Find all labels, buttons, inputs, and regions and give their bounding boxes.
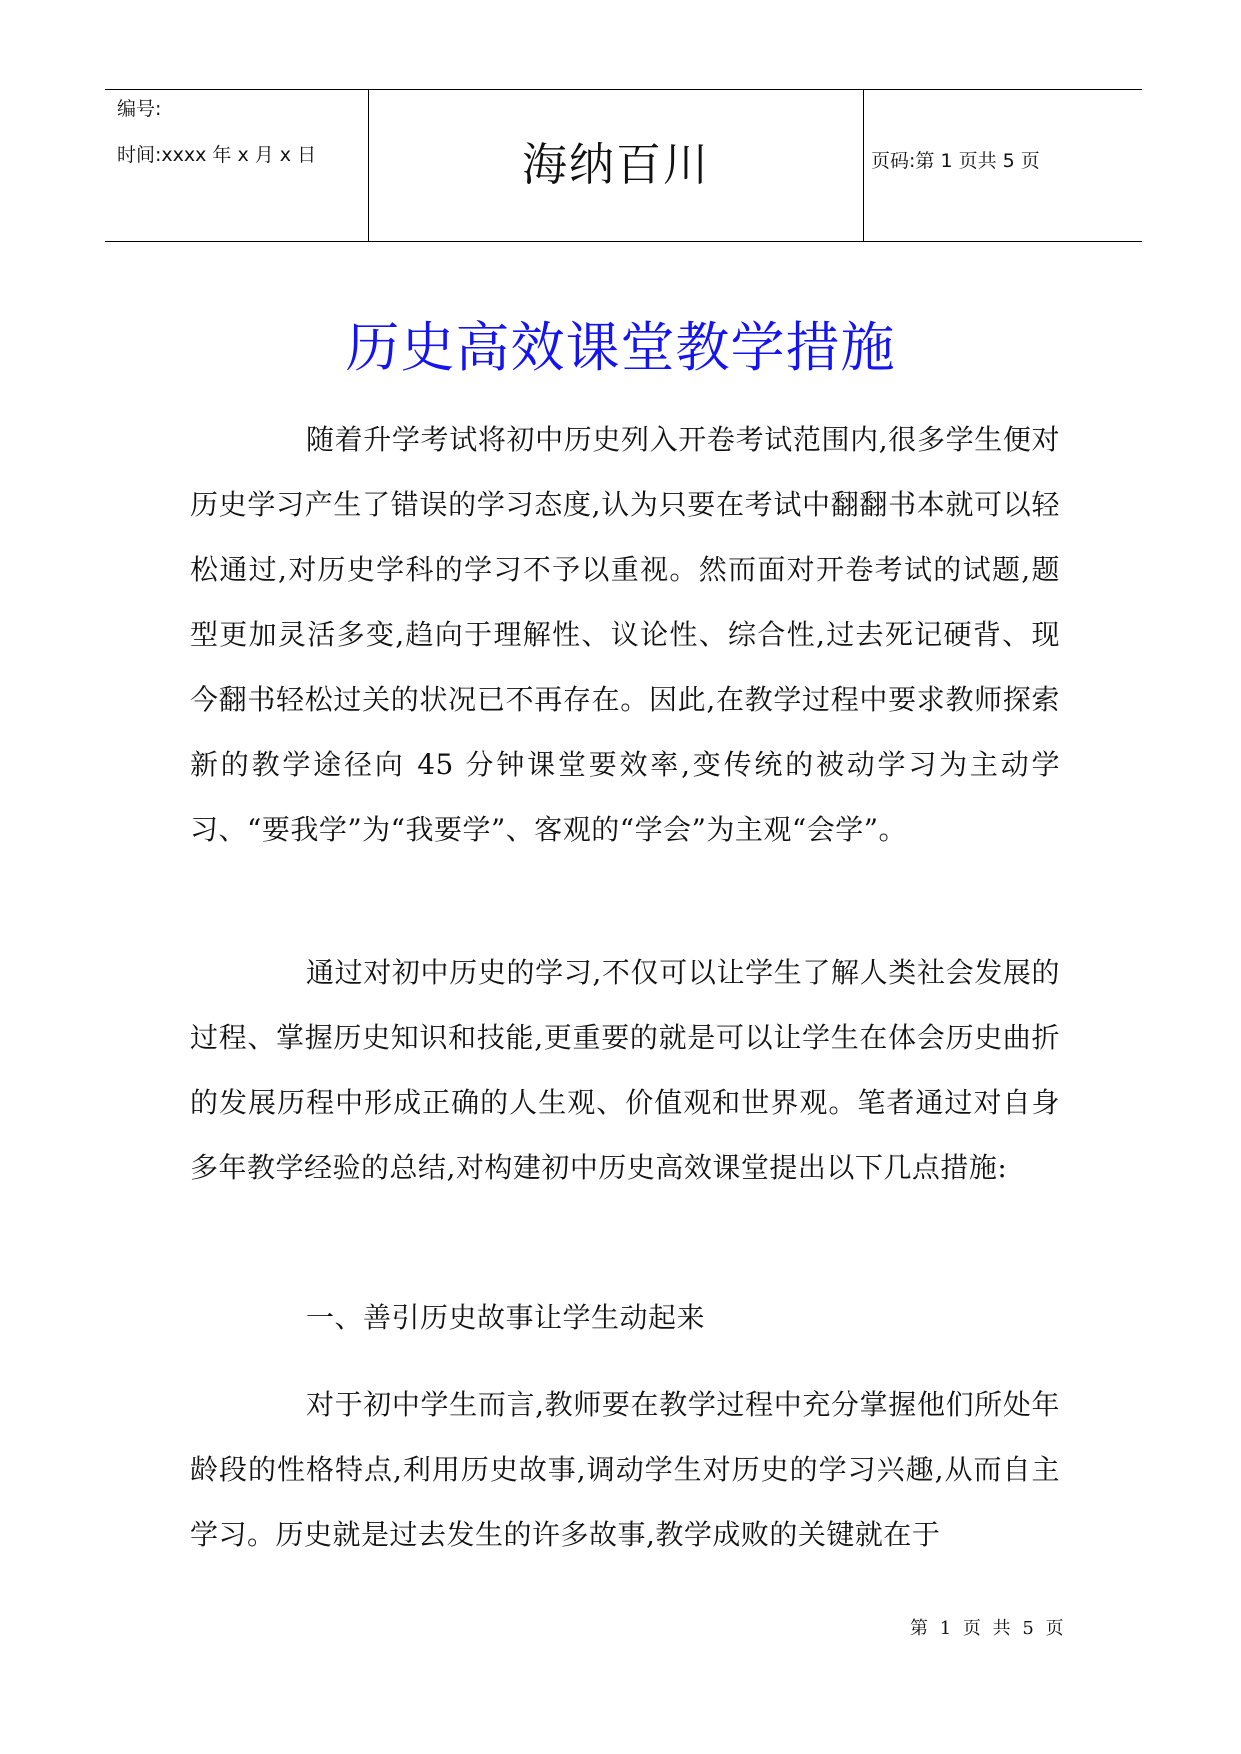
company-name: 海纳百川 — [521, 138, 710, 191]
header-divider-right — [863, 90, 864, 241]
body-paragraph: 通过对初中历史的学习,不仅可以让学生了解人类社会发展的过程、掌握历史知识和技能,更重要的就是可以让学生在体会历史曲折的发展历程中形成正确的人生观、价值观和世界观。笔者通过对自身多年教学经验的总结,对构建初中历史高效课堂提出以下几点措施: — [190, 956, 1060, 1184]
document-date-label: 时间:xxxx 年 x 月 x 日 — [117, 144, 317, 166]
document-title: 历史高效课堂教学措施 — [345, 316, 896, 379]
section-heading: 一、善引历史故事让学生动起来 — [306, 1301, 706, 1334]
body-paragraph: 随着升学考试将初中历史列入开卷考试范围内,很多学生便对历史学习产生了错误的学习态度,认为只要在考试中翻翻书本就可以轻松通过,对历史学科的学习不予以重视。然而面对开卷考试的试题,题型更加灵活多变,趋向于理解性、议论性、综合性,过去死记硬背、现今翻书轻松过关的状况已不再存在。因此,在教学过程中要求教师探索新的教学途径向 45 分钟课堂要效率,变传统的被动学习为主动学习、“要我学”为“我要学”、客观的“学会”为主观“会学”。 — [190, 423, 1060, 846]
header-page-number: 页码:第 1 页共 5 页 — [871, 150, 1040, 172]
body-paragraph: 对于初中学生而言,教师要在教学过程中充分掌握他们所处年龄段的性格特点,利用历史故事,调动学生对历史的学习兴趣,从而自主学习。历史就是过去发生的许多故事,教学成败的关键就在于 — [190, 1388, 1060, 1551]
page-footer: 第 1 页 共 5 页 — [910, 1618, 1067, 1639]
document-number-label: 编号: — [117, 98, 162, 120]
document-header — [105, 89, 1142, 242]
